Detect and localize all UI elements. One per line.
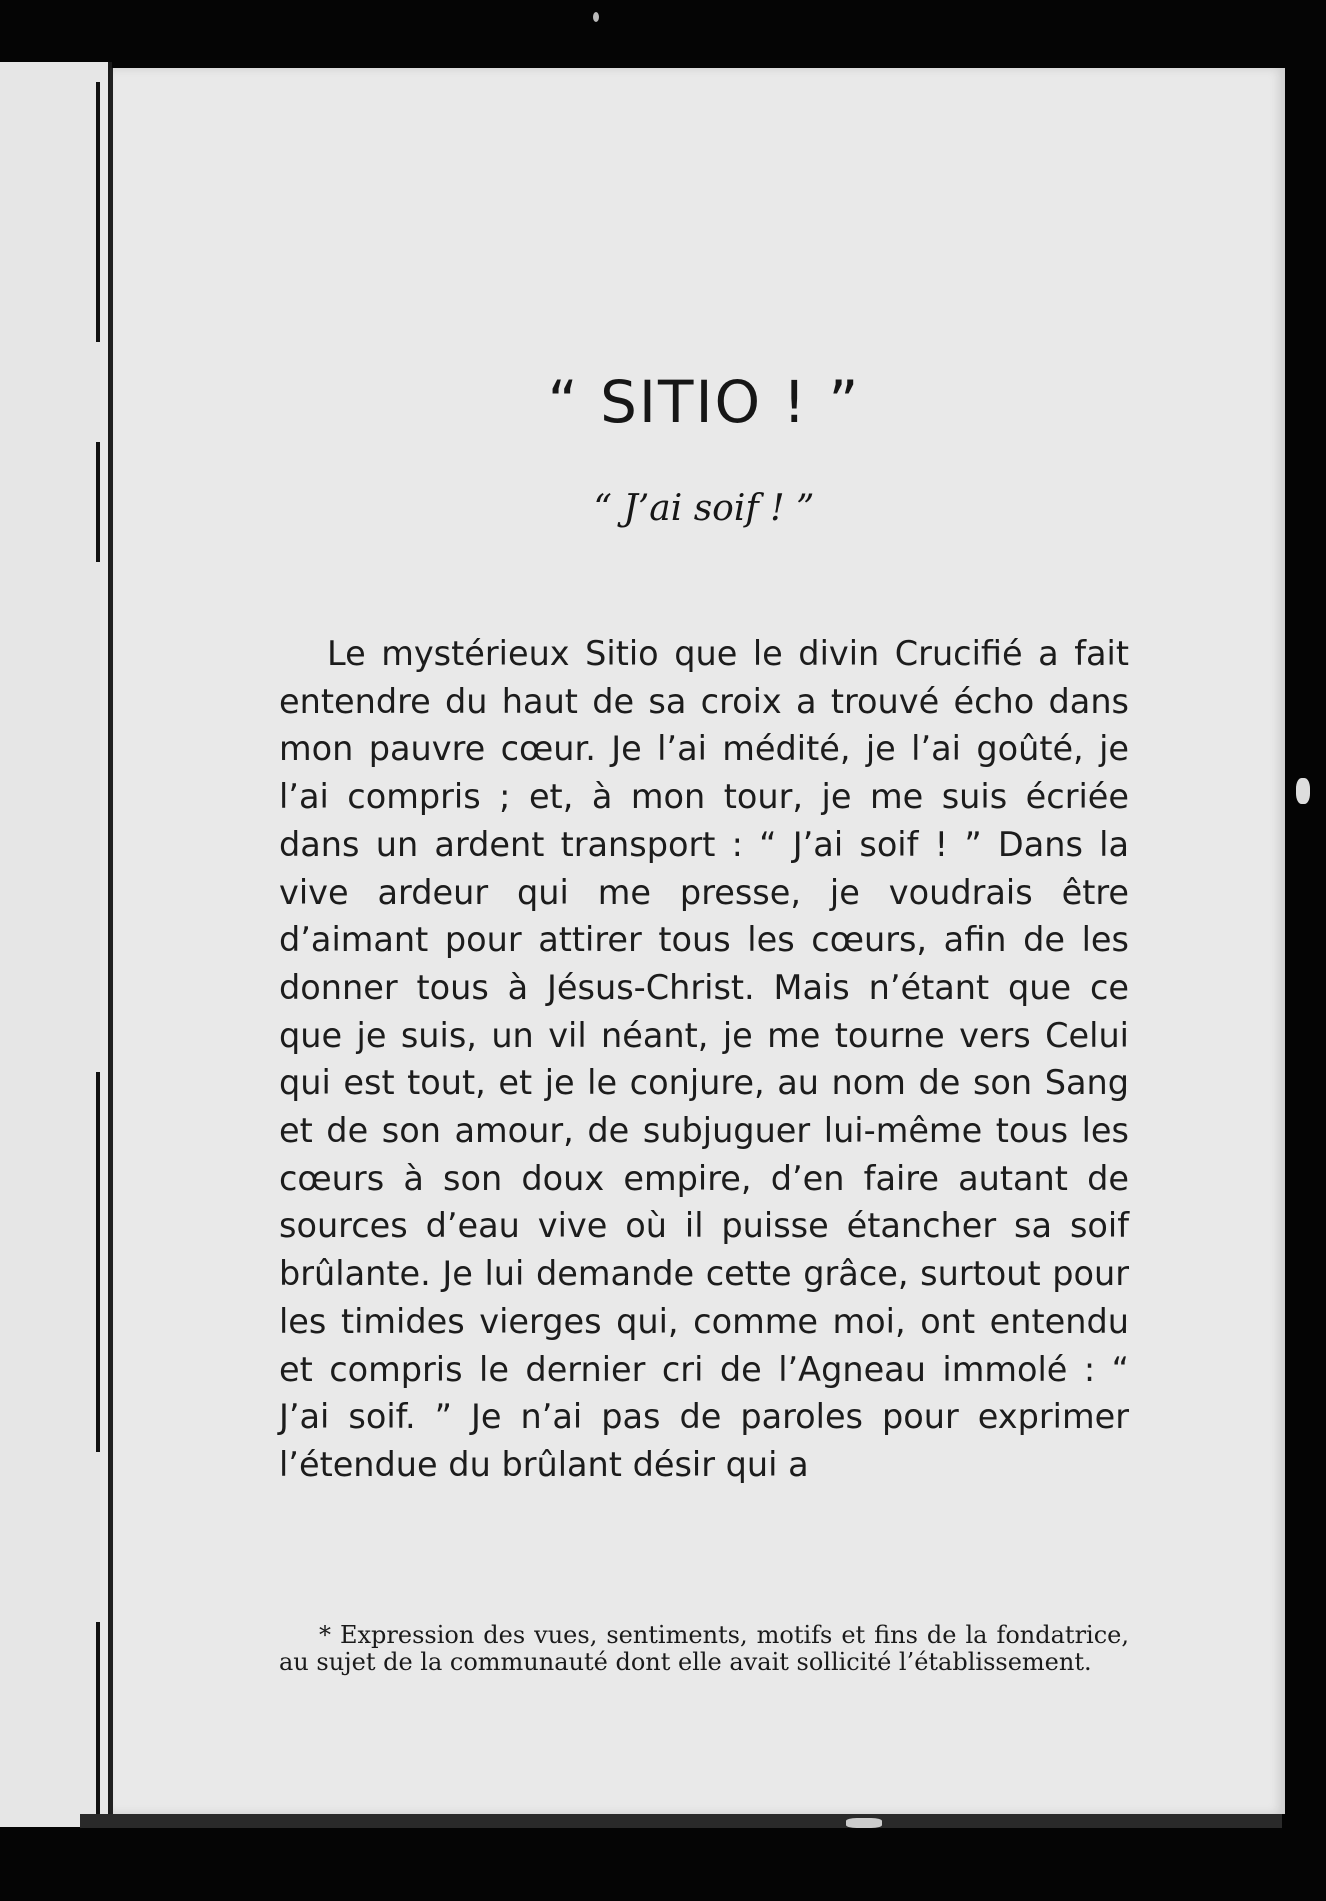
page-bottom-shadow (80, 1814, 1300, 1828)
footnote: * Expression des vues, sentiments, motifs et fins de la fondatrice, au sujet de la communauté dont elle avait sollicité l’établissement. (279, 1621, 1129, 1676)
book-page (110, 68, 1285, 1814)
scan-artifact (1296, 778, 1310, 804)
binding-mark (96, 1622, 100, 1822)
page-subtitle: “ J’ai soif ! ” (593, 488, 815, 529)
binding-mark (96, 442, 100, 562)
binding-mark (96, 1072, 100, 1452)
scan-artifact (593, 12, 599, 22)
scan-artifact (846, 1818, 882, 1828)
body-paragraph: Le mystérieux Sitio que le divin Crucifié a fait entendre du haut de sa croix a trouvé écho dans mon pauvre cœur. Je l’ai médité, je l’ai goûté, je l’ai compris ; et, à mon tour, je me suis écriée dans un ardent transport : “ J’ai soif ! ” Dans la vive ardeur qui me presse, je voudrais être d’aimant pour attirer tous les cœurs, afin de les donner tous à Jésus-Christ. Mais n’étant que ce que je suis, un vil néant, je me tourne vers Celui qui est tout, et je le conjure, au nom de son Sang et de son amour, de subjuguer lui-même tous les cœurs à son doux empire, d’en faire autant de sources d’eau vive où il puisse étancher sa soif brûlante. Je lui demande cette grâce, surtout pour les timides vierges qui, comme moi, ont entendu et compris le dernier cri de l’Agneau immolé : “ J’ai soif. ” Je n’ai pas de paroles pour exprimer l’étendue du brûlant désir qui a (279, 634, 1129, 1484)
right-background (1282, 70, 1326, 1830)
left-page-edge (0, 62, 112, 1827)
page-title: “ SITIO ! ” (547, 368, 861, 436)
binding-mark (96, 82, 100, 342)
